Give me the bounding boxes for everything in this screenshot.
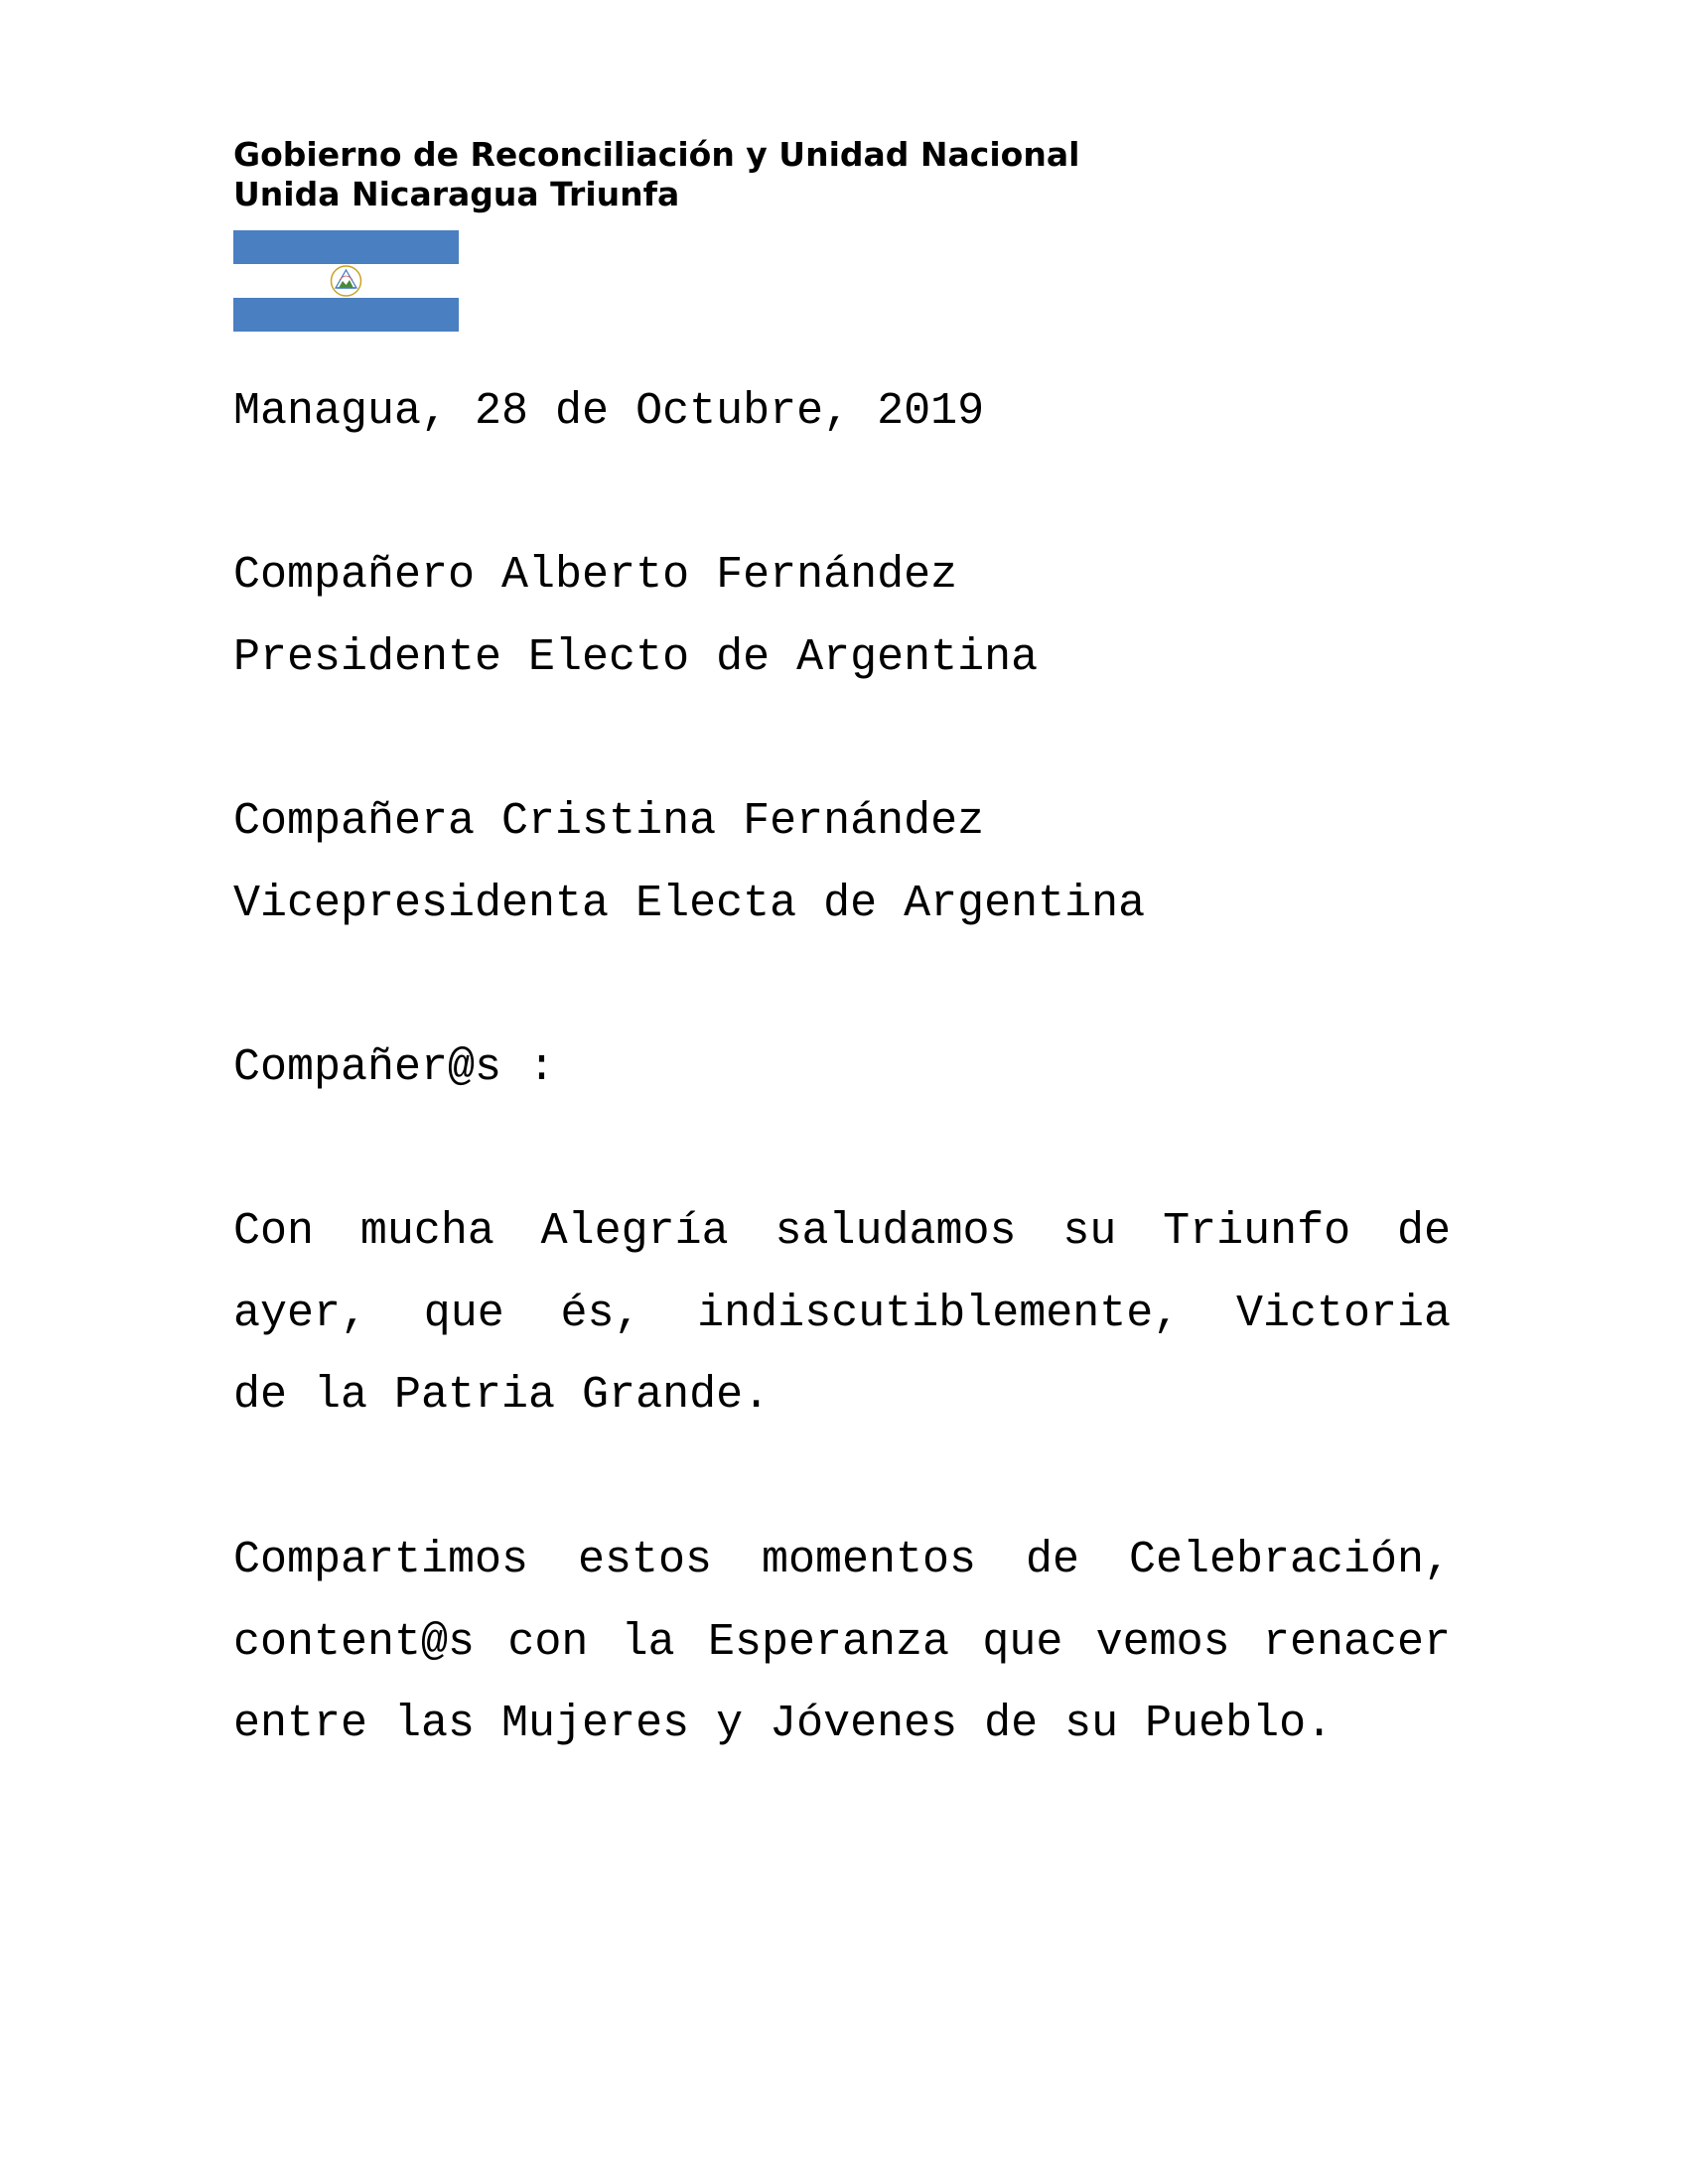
paragraph-line: Con mucha Alegría saludamos su Triunfo de [233, 1206, 1451, 1257]
letter-paragraph-2 [233, 1520, 1451, 1766]
letter-salutation [233, 1027, 1451, 1110]
addressee-name: Compañera Cristina Fernández [233, 796, 985, 847]
letterhead-government-name: Gobierno de Reconciliación y Unidad Nacional [233, 135, 1080, 174]
addressee-block-president [233, 535, 1451, 699]
date-line: Managua, 28 de Octubre, 2019 [233, 386, 985, 437]
paragraph-line: de la Patria Grande. [233, 1370, 771, 1421]
paragraph-line: ayer, que és, indiscutiblemente, Victoria [233, 1288, 1451, 1339]
addressee-title: Presidente Electo de Argentina [233, 631, 1039, 683]
paragraph-line: Compartimos estos momentos de Celebración, [233, 1535, 1451, 1585]
letter-date [233, 371, 1451, 454]
addressee-block-vicepresident [233, 781, 1451, 945]
paragraph-line: entre las Mujeres y Jóvenes de su Pueblo. [233, 1699, 1334, 1749]
paragraph-line: content@s con la Esperanza que vemos renacer [233, 1616, 1451, 1668]
letterhead [233, 135, 1079, 214]
nicaragua-flag-icon [233, 230, 459, 332]
addressee-name: Compañero Alberto Fernández [233, 550, 958, 601]
salutation-line: Compañer@s : [233, 1042, 556, 1093]
letter-paragraph-1 [233, 1191, 1451, 1437]
letterhead-slogan: Unida Nicaragua Triunfa [233, 175, 680, 213]
addressee-title: Vicepresidenta Electa de Argentina [233, 878, 1146, 929]
